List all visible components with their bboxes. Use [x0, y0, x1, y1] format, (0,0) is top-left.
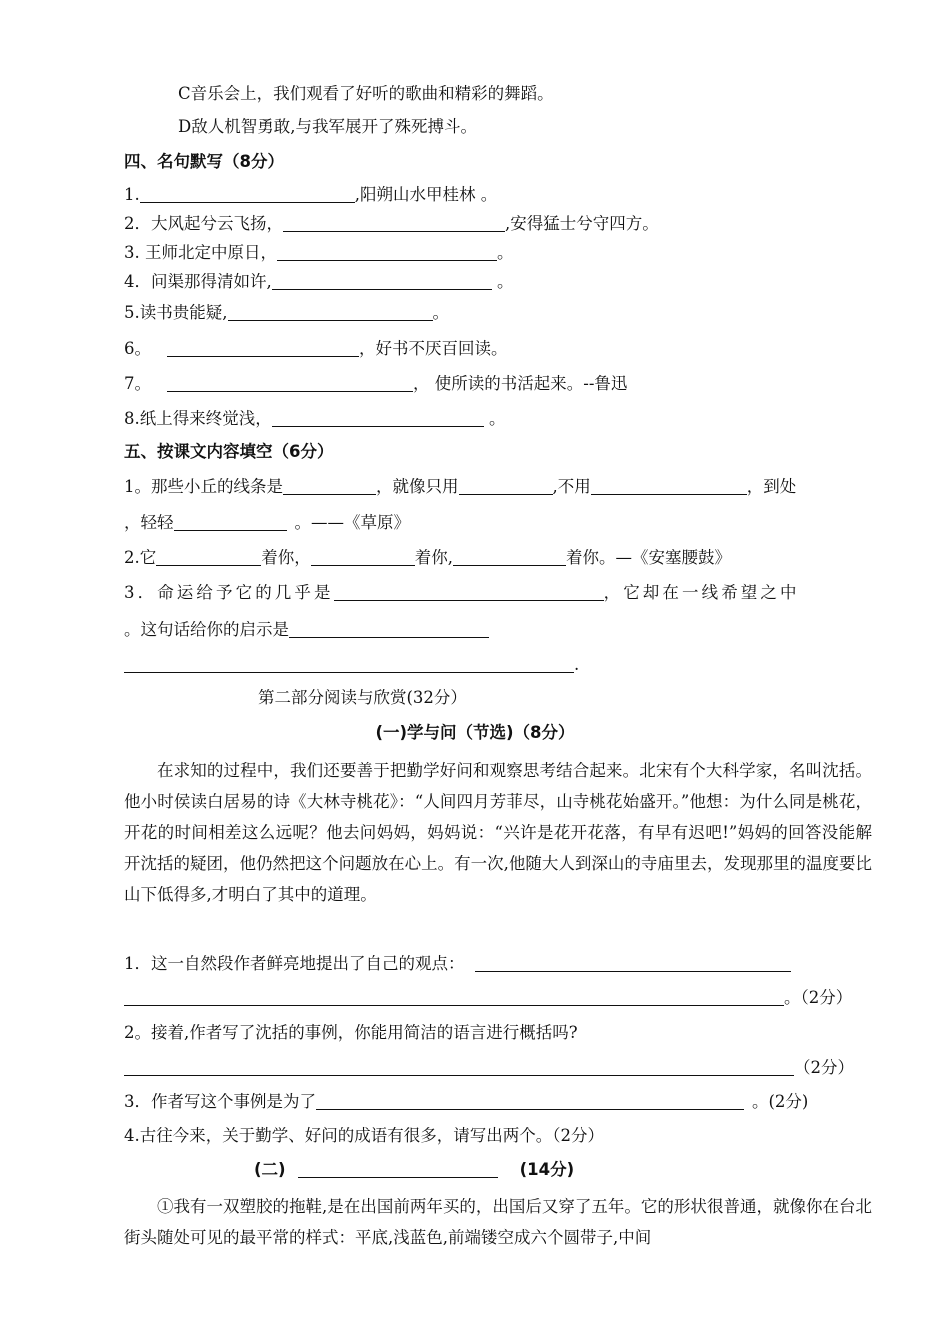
section4-item-8 [124, 411, 506, 428]
item-text: ， 使所读的书活起来。--鲁迅 [413, 374, 628, 393]
item-text: 。——《草原》 [294, 513, 410, 532]
item-text: 。 [432, 303, 449, 322]
item-text: 。 [497, 243, 514, 262]
item-text: ，它却在一线希望之中 [603, 583, 800, 602]
question-text: 3．作者写这个事例是为了 [124, 1092, 316, 1111]
answer-blank[interactable] [459, 479, 553, 495]
option-c: C音乐会上，我们观看了好听的歌曲和精彩的舞蹈。 [178, 84, 554, 103]
item-text: 着你， [261, 548, 311, 567]
item-text: ，轻轻 [124, 513, 174, 532]
option-d: D敌人机智勇敢,与我军展开了殊死搏斗。 [178, 117, 477, 136]
item-text: 。这句话给你的启示是 [124, 620, 289, 639]
section5-q2 [124, 550, 731, 567]
answer-blank[interactable] [167, 341, 359, 357]
item-text: 6。 [124, 339, 151, 358]
reading1-q1-answer [124, 990, 852, 1007]
item-text: ,不用 [552, 477, 591, 496]
score-text: （2分） [794, 1058, 854, 1077]
item-text: . [574, 655, 580, 674]
item-text: 着你。—《安塞腰鼓》 [566, 548, 731, 567]
question-text: 1．这一自然段作者鲜亮地提出了自己的观点： [124, 954, 465, 973]
answer-blank[interactable] [591, 479, 747, 495]
item-text: ，就像只用 [376, 477, 459, 496]
item-text: ，好书不厌百回读。 [359, 339, 508, 358]
item-text: 3．命运给予它的几乎是 [124, 583, 334, 602]
item-text: 3. 王师北定中原日， [124, 243, 277, 262]
item-text: 1. [124, 185, 140, 204]
reading1-q4: 4.古往今来，关于勤学、好问的成语有很多，请写出两个。（2分） [124, 1126, 604, 1145]
reading2-title [254, 1162, 574, 1179]
answer-blank[interactable] [124, 990, 784, 1006]
section5-q3-line2 [124, 622, 489, 639]
reading1-q3 [124, 1094, 808, 1111]
item-text: 2．大风起兮云飞扬， [124, 214, 283, 233]
item-text: 着你, [414, 548, 453, 567]
section5-heading: 五、按课文内容填空（6分） [124, 442, 334, 461]
answer-blank[interactable] [174, 515, 287, 531]
item-text: ,安得猛士兮守四方。 [505, 214, 659, 233]
score-text: 。（2分） [784, 988, 853, 1007]
answer-blank[interactable] [228, 305, 433, 321]
section5-q3-line1 [124, 585, 800, 602]
section4-item-1 [124, 187, 497, 204]
item-text: 4．问渠那得清如许, [124, 272, 272, 291]
item-text: 。 [491, 272, 514, 291]
answer-blank[interactable] [124, 657, 574, 673]
answer-blank[interactable] [283, 216, 505, 232]
answer-blank[interactable] [283, 479, 376, 495]
section4-item-4 [124, 274, 514, 291]
reading2-passage: ①我有一双塑胶的拖鞋,是在出国前两年买的，出国后又穿了五年。它的形状很普通，就像你在台北街头随处可见的最平常的样式：平底,浅蓝色,前端镂空成六个圆带子,中间 [124, 1197, 872, 1247]
answer-blank[interactable] [334, 585, 604, 601]
item-text: 1。那些小丘的线条是 [124, 477, 283, 496]
section4-item-2 [124, 216, 659, 233]
section4-heading: 四、名句默写（8分） [124, 152, 284, 171]
item-text: 2.它 [124, 548, 157, 567]
section4-item-6 [124, 341, 508, 358]
reading1-q1 [124, 956, 791, 973]
item-text: ，到处 [746, 477, 797, 496]
title-text: (二) [254, 1160, 286, 1179]
section4-item-3 [124, 245, 514, 262]
section5-q3-line3 [124, 657, 579, 674]
title-text: (14分) [519, 1160, 575, 1179]
reading1-passage: 在求知的过程中，我们还要善于把勤学好问和观察思考结合起来。北宋有个大科学家，名叫沈括。他小时侯读白居易的诗《大林寺桃花》：“人间四月芳菲尽，山寺桃花始盛开。”他想：为什么同是桃花，开花的时间相差这么远呢？他去问妈妈，妈妈说：“兴许是花开花落，有早有迟吧!”妈妈的回答没能解开沈括的疑团，他仍然把这个问题放在心上。有一次,他随大人到深山的寺庙里去，发现那里的温度要比山下低得多,才明白了其中的道理。 [124, 761, 872, 904]
answer-blank[interactable] [311, 550, 415, 566]
answer-blank[interactable] [272, 411, 484, 427]
item-text: 。 [483, 409, 506, 428]
item-text: 5.读书贵能疑, [124, 303, 228, 322]
answer-blank[interactable] [298, 1162, 498, 1178]
section4-item-7 [124, 376, 627, 393]
item-text: 8.纸上得来终觉浅， [124, 409, 272, 428]
section4-item-5 [124, 305, 449, 322]
reading1-q2-answer [124, 1060, 854, 1077]
answer-blank[interactable] [140, 187, 355, 203]
reading1-title: (一)学与问（节选)（8分） [375, 723, 575, 742]
answer-blank[interactable] [453, 550, 566, 566]
answer-blank[interactable] [289, 622, 489, 638]
part2-title: 第二部分阅读与欣赏(32分） [258, 688, 467, 707]
section5-q1-line1 [124, 479, 796, 496]
answer-blank[interactable] [156, 550, 261, 566]
item-text: ,阳朔山水甲桂林 。 [354, 185, 498, 204]
answer-blank[interactable] [475, 956, 791, 972]
item-text: 7。 [124, 374, 151, 393]
answer-blank[interactable] [316, 1094, 744, 1110]
section5-q1-line2 [124, 515, 410, 532]
answer-blank[interactable] [272, 274, 492, 290]
reading1-q2: 2。接着,作者写了沈括的事例，你能用简洁的语言进行概括吗? [124, 1023, 578, 1042]
answer-blank[interactable] [124, 1060, 794, 1076]
answer-blank[interactable] [167, 376, 413, 392]
score-text: 。(2分) [752, 1092, 809, 1111]
answer-blank[interactable] [277, 245, 497, 261]
